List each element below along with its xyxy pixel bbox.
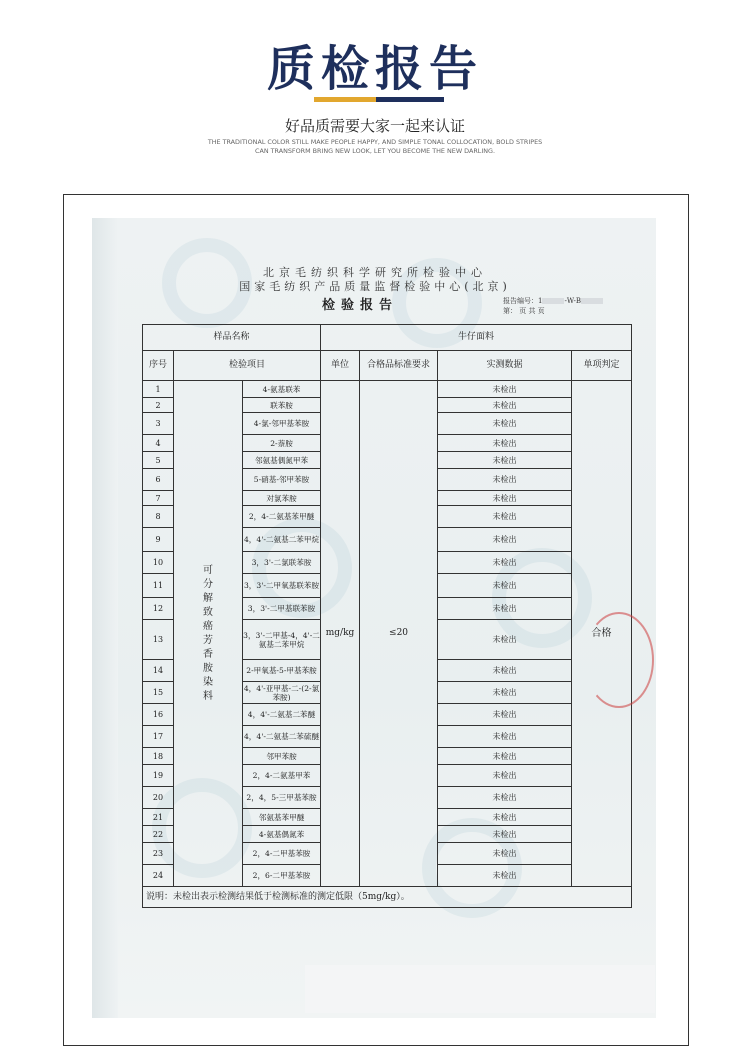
row-seq: 3	[143, 413, 174, 435]
row-result: 未检出	[438, 809, 572, 826]
row-seq: 6	[143, 469, 174, 491]
row-item-name: 对氯苯胺	[243, 491, 321, 506]
org-name-line2: 国家毛纺织产品质量监督检验中心(北京)	[239, 280, 511, 293]
row-result: 未检出	[438, 765, 572, 787]
page-tagline: THE TRADITIONAL COLOR STILL MAKE PEOPLE HAPPY, AND SIMPLE TONAL COLLOCATION, BOLD STRIPES CAN TRANSFORM BRING NEW LOOK, LET YOU BECOME THE NEW DARLING.	[207, 138, 543, 155]
col-header-item: 检验项目	[174, 351, 321, 381]
redacted-mark	[581, 298, 603, 304]
note-text: 说明：未检出表示检测结果低于检测标准的测定低限（5mg/kg）。	[143, 887, 632, 908]
row-item-name: 5-硝基-邻甲苯胺	[243, 469, 321, 491]
row-result: 未检出	[438, 452, 572, 469]
row-seq: 5	[143, 452, 174, 469]
row-seq: 12	[143, 598, 174, 620]
row-seq: 10	[143, 552, 174, 574]
row-result: 未检出	[438, 787, 572, 809]
note-row	[143, 887, 632, 908]
row-seq: 14	[143, 660, 174, 682]
row-item-name: 2，4-二氨基苯甲醚	[243, 506, 321, 528]
row-result: 未检出	[438, 491, 572, 506]
page-title: 质检报告	[266, 41, 483, 97]
row-item-name: 4，4'-亚甲基-二-(2-氯苯胺)	[243, 683, 320, 702]
report-number-label: 报告编号：1	[503, 297, 543, 305]
row-result: 未检出	[438, 506, 572, 528]
col-header-seq: 序号	[143, 351, 174, 381]
row-seq: 21	[143, 809, 174, 826]
row-item-name: 2-萘胺	[243, 435, 321, 452]
row-result: 未检出	[438, 469, 572, 491]
sample-name-label: 样品名称	[143, 325, 321, 351]
row-result: 未检出	[438, 865, 572, 887]
row-result: 未检出	[438, 620, 572, 660]
row-result: 未检出	[438, 528, 572, 552]
sample-name-value: 牛仔面料	[321, 325, 632, 351]
row-item-name: 邻甲苯胺	[243, 748, 321, 765]
seal-stamp	[584, 612, 654, 708]
unit-cell: mg/kg	[321, 381, 360, 887]
category-text: 可分解致癌芳香胺染料	[203, 564, 213, 702]
title-underline-navy	[376, 97, 444, 102]
row-item-name: 3，3'-二甲基-4，4'-二氨基二苯甲烷	[243, 620, 321, 660]
row-result: 未检出	[438, 826, 572, 843]
col-header-result: 实测数据	[438, 351, 572, 381]
row-seq: 23	[143, 843, 174, 865]
row-result: 未检出	[438, 843, 572, 865]
row-seq: 9	[143, 528, 174, 552]
row-seq: 18	[143, 748, 174, 765]
standard-cell: ≤20	[360, 381, 438, 887]
row-seq: 7	[143, 491, 174, 506]
row-seq: 13	[143, 620, 174, 660]
row-seq: 1	[143, 381, 174, 398]
row-item-name: 4，4'-二氨基二苯醚	[243, 704, 321, 726]
row-result: 未检出	[438, 726, 572, 748]
row-item-name: 联苯胺	[243, 398, 321, 413]
row-result: 未检出	[438, 435, 572, 452]
redacted-area	[305, 965, 655, 1013]
row-item-name: 4-氯-邻甲基苯胺	[243, 413, 321, 435]
row-result: 未检出	[438, 660, 572, 682]
inspection-table	[142, 324, 632, 908]
row-item-name: 2，4，5-三甲基苯胺	[243, 787, 321, 809]
page-subtitle: 好品质需要大家一起来认证	[284, 117, 465, 135]
page-count: 第： 页 共 页	[503, 307, 545, 315]
redacted-mark	[542, 298, 564, 304]
row-result: 未检出	[438, 574, 572, 598]
row-item-name: 4-氨基偶氮苯	[243, 826, 321, 843]
row-seq: 16	[143, 704, 174, 726]
row-seq: 11	[143, 574, 174, 598]
row-seq: 20	[143, 787, 174, 809]
row-seq: 4	[143, 435, 174, 452]
title-underline-gold	[314, 97, 376, 102]
col-header-standard: 合格品标准要求	[360, 351, 438, 381]
row-item-name: 2-甲氧基-5-甲基苯胺	[243, 660, 321, 682]
row-item-name: 4，4'-二氨基二苯硫醚	[243, 726, 321, 748]
report-number	[503, 296, 603, 316]
row-item-name: 4，4'-二氨基二苯甲烷	[243, 528, 321, 552]
row-item-name: 3，3'-二氯联苯胺	[243, 552, 321, 574]
row-result: 未检出	[438, 381, 572, 398]
row-seq: 19	[143, 765, 174, 787]
row-item-name: 2，4-二氨基甲苯	[243, 765, 321, 787]
col-header-unit: 单位	[321, 351, 360, 381]
report-title: 检验报告	[322, 298, 399, 313]
row-item-name: 3，3'-二甲氧基联苯胺	[243, 574, 321, 598]
row-seq: 15	[143, 682, 174, 704]
row-result: 未检出	[438, 598, 572, 620]
col-header-verdict: 单项判定	[572, 351, 632, 381]
row-item-name: 3，3'-二甲基联苯胺	[243, 598, 321, 620]
row-seq: 24	[143, 865, 174, 887]
page-header	[0, 0, 750, 170]
row-item-name: 2，4-二甲基苯胺	[243, 843, 321, 865]
row-item-name: 邻氨基偶氮甲苯	[243, 452, 321, 469]
paper-edge	[92, 218, 118, 1018]
verdict-cell: 合格	[572, 381, 632, 887]
row-result: 未检出	[438, 748, 572, 765]
row-seq: 8	[143, 506, 174, 528]
row-result: 未检出	[438, 682, 572, 704]
row-seq: 2	[143, 398, 174, 413]
org-name-line1: 北京毛纺织科学研究所检验中心	[263, 266, 487, 279]
sample-name-row	[143, 325, 632, 351]
row-item-name: 邻氨基苯甲醚	[243, 809, 321, 826]
row-seq: 22	[143, 826, 174, 843]
row-result: 未检出	[438, 398, 572, 413]
row-result: 未检出	[438, 704, 572, 726]
report-number-value: -W-B	[564, 297, 582, 305]
table-header-row	[143, 351, 632, 381]
row-result: 未检出	[438, 413, 572, 435]
table-row	[143, 381, 632, 398]
category-cell	[174, 381, 243, 887]
row-item-name: 2，6-二甲基苯胺	[243, 865, 321, 887]
row-seq: 17	[143, 726, 174, 748]
row-result: 未检出	[438, 552, 572, 574]
row-item-name: 4-氨基联苯	[243, 381, 321, 398]
